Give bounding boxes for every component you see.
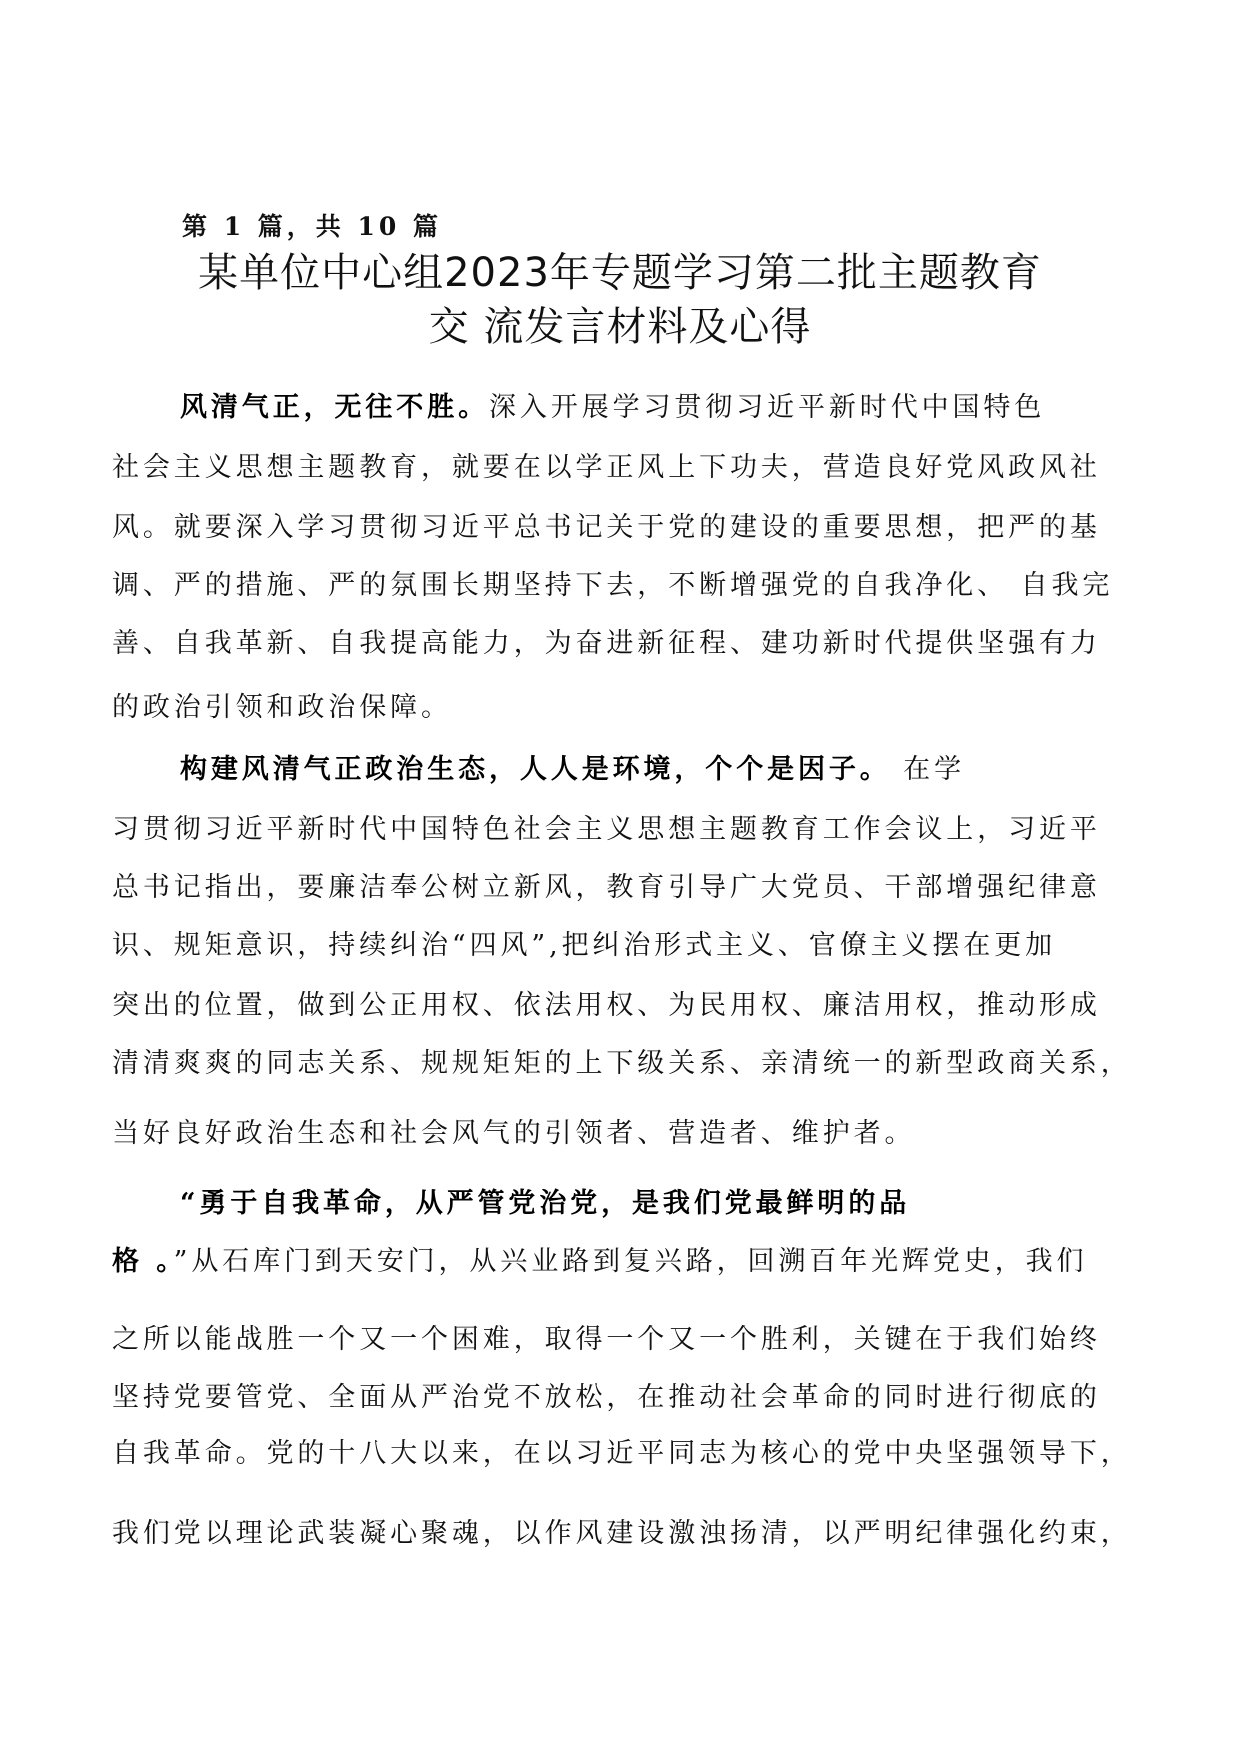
paragraph-1-lead: 风清气正，无往不胜。 bbox=[180, 392, 489, 423]
paragraph-1-line: 善、自我革新、自我提高能力，为奋进新征程、建功新时代提供坚强有力 bbox=[112, 628, 1101, 659]
paragraph-3-lead-end: 格 。 bbox=[112, 1246, 174, 1277]
paragraph-1-line: 调、严的措施、严的氛围长期坚持下去，不断增强党的自我净化、 自我完 bbox=[112, 570, 1114, 601]
paragraph-1-line: 的政治引领和政治保障。 bbox=[112, 692, 452, 723]
paragraph-3-line: 我们党以理论武装凝心聚魂，以作风建设激浊扬清，以严明纪律强化约束， bbox=[112, 1518, 1132, 1549]
paragraph-2-line bbox=[180, 752, 965, 788]
paragraph-3-line: 坚持党要管党、全面从严治党不放松，在推动社会革命的同时进行彻底的 bbox=[112, 1382, 1101, 1413]
paragraph-1-line: 风。就要深入学习贯彻习近平总书记关于党的建设的重要思想，把严的基 bbox=[112, 512, 1101, 543]
paragraph-3-lead-text: “勇于自我革命，从严管党治党，是我们党最鲜明的品 bbox=[180, 1188, 911, 1219]
paragraph-1-line bbox=[180, 390, 1045, 426]
paragraph-2-line: 当好良好政治生态和社会风气的引领者、营造者、维护者。 bbox=[112, 1118, 916, 1149]
paragraph-2-line: 识、规矩意识，持续纠治“四风”,把纠治形式主义、官僚主义摆在更加 bbox=[112, 930, 1056, 961]
paragraph-2-line: 总书记指出，要廉洁奉公树立新风，教育引导广大党员、干部增强纪律意 bbox=[112, 872, 1101, 903]
paragraph-2-line: 突出的位置，做到公正用权、依法用权、为民用权、廉洁用权，推动形成 bbox=[112, 990, 1101, 1021]
paragraph-1-text: 深入开展学习贯彻习近平新时代中国特色 bbox=[489, 392, 1046, 423]
paragraph-3-lead bbox=[180, 1186, 910, 1222]
paragraph-3-text: ”从石库门到天安门，从兴业路到复兴路，回溯百年光辉党史，我们 bbox=[173, 1246, 1088, 1277]
paragraph-3-line bbox=[112, 1244, 1087, 1280]
paragraph-2-line: 习贯彻习近平新时代中国特色社会主义思想主题教育工作会议上，习近平 bbox=[112, 814, 1101, 845]
paragraph-1-line: 社会主义思想主题教育，就要在以学正风上下功夫，营造良好党风政风社 bbox=[112, 452, 1101, 483]
title-line: 某单位中心组2023年专题学习第二批主题教育 bbox=[198, 250, 1042, 296]
paragraph-2-line: 清清爽爽的同志关系、规规矩矩的上下级关系、亲清统一的新型政商关系， bbox=[112, 1048, 1132, 1079]
title-line: 交 流发言材料及心得 bbox=[428, 304, 812, 350]
document-title bbox=[0, 246, 1240, 354]
paragraph-3-line: 自我革命。党的十八大以来，在以习近平同志为核心的党中央坚强领导下， bbox=[112, 1438, 1132, 1469]
article-counter: 第 1 篇，共 10 篇 bbox=[182, 212, 442, 241]
paragraph-2-lead: 构建风清气正政治生态，人人是环境，个个是因子。 bbox=[180, 754, 891, 785]
paragraph-3-line: 之所以能战胜一个又一个困难，取得一个又一个胜利，关键在于我们始终 bbox=[112, 1324, 1101, 1355]
paragraph-2-text: 在学 bbox=[890, 754, 965, 785]
